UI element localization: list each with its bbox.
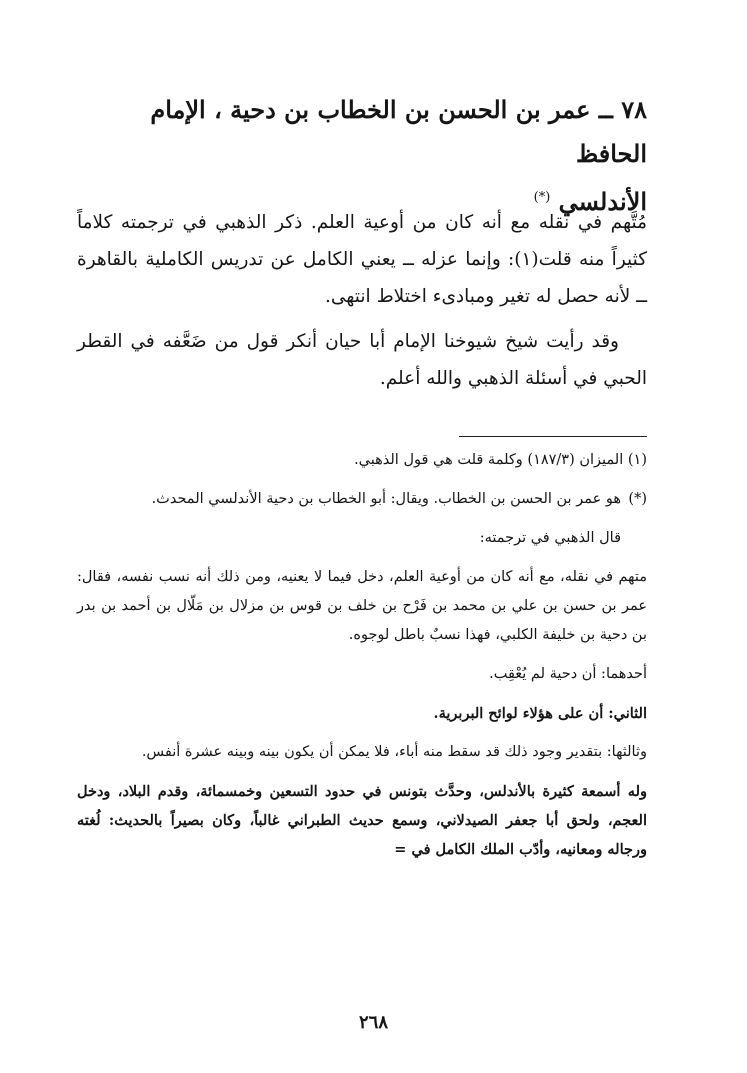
footnote-star-marker: (*): [628, 491, 647, 507]
footnote-1: (١) الميزان (١٨٧/٣) وكلمة قلت هي قول الذهبي.: [354, 452, 647, 468]
main-paragraph-1: مُتَّهم في نقله مع أنه كان من أوعية العلم. ذكر الذهبي في ترجمته كلاماً كثيراً منه قلت(١): وإنما عزله ــ يعني الكامل عن تدريس الكاملية بالقاهرة ــ لأنه حصل له تغير ومبادىء اختلاط انتهى.: [77, 212, 647, 307]
heading-line-1: ٧٨ ــ عمر بن الحسن بن الخطاب بن دحية ، الإمام الحافظ: [150, 95, 647, 168]
heading-name: الأندلسي: [558, 187, 647, 216]
main-text: [77, 204, 647, 397]
footnotes: [77, 446, 647, 864]
quote-second-point: الثاني: أن على هؤلاء لوائح البربرية.: [433, 705, 647, 722]
footnote-separator: [459, 436, 647, 437]
main-paragraph-2: وقد رأيت شيخ شيوخنا الإمام أبا حيان أنكر قول من ضَعَّفه في القطر الحبي في أسئلة الذهبي والله أعلم.: [77, 331, 647, 389]
quote-intro: قال الذهبي في ترجمته:: [479, 530, 621, 546]
quote-paragraph-1: متهم في نقله، مع أنه كان من أوعية العلم، دخل فيما لا يعنيه، ومن ذلك أنه نسب نفسه، فقال: عمر بن حسن بن علي بن محمد بن فَرْح بن خلف بن قوس بن مزلال بن مَلّال بن أحمد بن بدر بن دحية بن خليفة الكلبي، فهذا نسبٌ باطل لوجوه.: [77, 569, 647, 643]
heading-footnote-marker: (*): [533, 190, 551, 205]
page-number: ٢٦٨: [358, 1012, 388, 1033]
quote-third-point: وثالثها: بتقدير وجود ذلك قد سقط منه أباء، فلا يمكن أن يكون بينه وبينه عشرة أنفس.: [141, 744, 647, 760]
footnote-star: [77, 485, 647, 514]
footnote-star-text: هو عمر بن الحسن بن الخطاب. ويقال: أبو الخطاب بن دحية الأندلسي المحدث.: [151, 491, 621, 507]
quote-first-point: أحدهما: أن دحية لم يُعْقِب.: [489, 666, 647, 682]
quote-paragraph-2: وله أسمعة كثيرة بالأندلس، وحدَّث بتونس في حدود التسعين وخمسمائة، وقدم البلاد، ودخل العجم، ولحق أبا جعفر الصيدلاني، وسمع حديث الطبراني غالباً، وكان بصيراً بالحديث: لُغته ورجاله ومعانيه، وأدّب الملك الكامل في =: [77, 783, 647, 858]
